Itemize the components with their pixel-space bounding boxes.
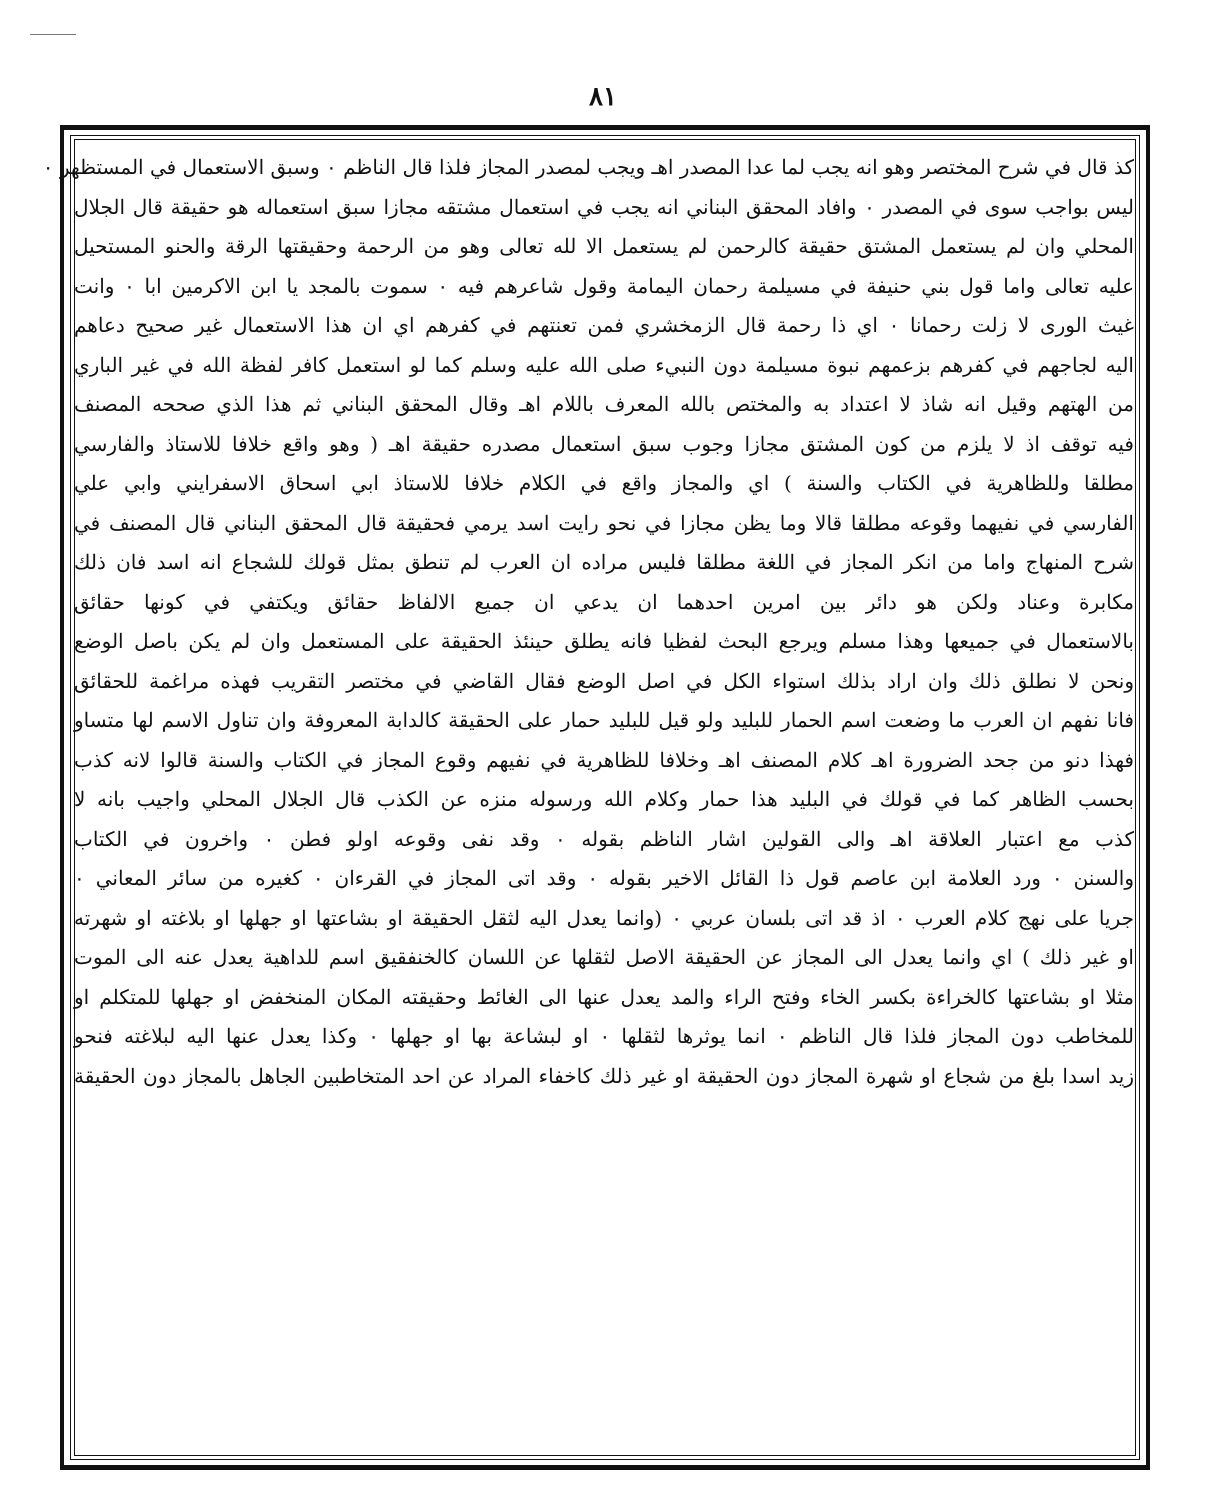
- text-line-5: غيث الورى لا زلت رحمانا ٠ اي ذا رحمة قال الزمخشري فمن تعنتهم في كفرهم اي ان هذا الاستعمال غير صحيح دعاهم: [74, 313, 1134, 337]
- text-line-23: للمخاطب دون المجاز فلذا قال الناظم ٠ انما يوثرها لثقلها ٠ او لبشاعة بها او جهلها ٠ وكذا يعدل عنها اليه لبلاغته فنحو: [74, 1024, 1134, 1048]
- text-line-19: والسنن ٠ ورد العلامة ابن عاصم قول ذا القائل الاخير بقوله ٠ وقد اتى المجاز في القرءان ٠ كغيره من سائر المعاني ٠: [74, 866, 1134, 890]
- text-line-16: فهذا دنو من جحد الضرورة اهـ كلام المصنف اهـ وخلافا للظاهرية في نفيهم وقوع المجاز في الكتاب والسنة قالوا لانه كذب: [74, 747, 1134, 772]
- text-line-11: شرح المنهاج واما من انكر المجاز في اللغة مطلقا فليس مراده ان العرب لم تنطق بمثل قولك للشجاع انه اسد فان ذلك: [74, 550, 1134, 574]
- text-line-6: اليه لجاجهم في كفرهم بزعمهم نبوة مسيلمة دون النبيء صلى الله عليه وسلم كما لو استعمل كافر لفظة الله في غير الباري: [74, 352, 1134, 377]
- text-line-3: المحلي وان لم يستعمل المشتق حقيقة كالرحمن لم يستعمل الا لله تعالى وهو من الرحمة وحقيقتها الرقة والحنو المستحيل: [74, 234, 1134, 258]
- text-line-20: جريا على نهج كلام العرب ٠ اذ قد اتى بلسان عربي ٠ (وانما يعدل اليه لثقل الحقيقة او بشاعتها او جهلها او بلاغته او شهرته: [74, 905, 1134, 930]
- text-line-15: فانا نفهم ان العرب ما وضعت اسم الحمار للبليد ولو قيل للبليد حمار على الحقيقة كالدابة المعروفة وان تناول الاسم لها متساو: [74, 708, 1134, 732]
- text-line-12: مكابرة وعناد ولكن هو دائر بين امرين احدهما ان يدعي ان جميع الالفاظ حقائق ويكتفي في كونها حقائق: [74, 589, 1134, 614]
- text-line-17: بحسب الظاهر كما في قولك في البليد هذا حمار وكلام الله ورسوله منزه عن الكذب قال الجلال المحلي واجيب بانه لا: [74, 787, 1134, 811]
- text-line-1: كذ قال في شرح المختصر وهو انه يجب لما عدا المصدر اهـ ويجب لمصدر المجاز فلذا قال الناظم ٠ وسبق الاستعمال في المستظهر ٠: [42, 155, 1134, 179]
- text-line-21: او غير ذلك ) اي وانما يعدل الى المجاز عن الحقيقة الاصل لثقلها عن اللسان كالخنفقيق اسم للداهية يعدل عنه الى الموت: [74, 945, 1134, 969]
- text-line-10: الفارسي في نفيهما وقوعه مطلقا قالا وما يظن مجازا في نحو رايت اسد يرمي فحقيقة قال المحقق البناني قال المصنف في: [74, 510, 1134, 535]
- page-number: ٨١: [589, 82, 617, 112]
- text-line-18: كذب مع اعتبار العلاقة اهـ والى القولين اشار الناظم بقوله ٠ وقد نفى وقوعه اولو فطن ٠ واخرون في الكتاب: [74, 826, 1134, 851]
- arabic-text-body: [42, 148, 1135, 1096]
- text-line-7: من الهتهم وقيل انه شاذ لا اعتداد به والمختص بالله المعرف باللام اهـ وقال المحقق البناني ثم هذا الذي صححه المصنف: [74, 392, 1134, 416]
- text-line-2: ليس بواجب سوى في المصدر ٠ وافاد المحقق البناني انه يجب في استعمال مشتقه مجازا سبق استعماله هو حقيقة قال الجلال: [74, 194, 1134, 219]
- text-line-4: عليه تعالى واما قول بني حنيفة في مسيلمة رحمان اليمامة وقول شاعرهم فيه ٠ سموت بالمجد يا ابن الاكرمين ابا ٠ وانت: [74, 273, 1135, 298]
- text-line-24: زيد اسدا بلغ من شجاع او شهرة المجاز دون الحقيقة او غير ذلك كاخفاء المراد عن احد المتخاطبين الجاهل بالمجاز دون الحقيقة: [74, 1063, 1134, 1088]
- text-line-8: فيه توقف اذ لا يلزم من كون المشتق مجازا وجوب سبق استعمال مصدره حقيقة اهـ ( وهو واقع خلافا للاستاذ والفارسي: [74, 431, 1134, 456]
- text-line-22: مثلا او بشاعتها كالخراءة بكسر الخاء وفتح الراء والمد يعدل عنها الى الغائط وحقيقته المكان المنخفض او جهلها للمتكلم او: [74, 984, 1134, 1009]
- text-line-9: مطلقا وللظاهرية في الكتاب والسنة ) اي والمجاز واقع في الكلام خلافا للاستاذ ابي اسحاق الاسفرايني وابي علي: [74, 471, 1134, 495]
- text-line-13: بالاستعمال في جميعها وهذا مسلم ويرجع البحث لفظيا فانه يطلق حينئذ الحقيقة على المستعمل وان لم يكن باصل الوضع: [74, 629, 1134, 653]
- text-line-14: ونحن لا نطلق ذلك وان اراد بذلك استواء الكل في اصل الوضع فقال القاضي في مختصر التقريب فهذه مراغمة للحقائق: [74, 668, 1134, 693]
- scan-margin-mark: [30, 34, 76, 35]
